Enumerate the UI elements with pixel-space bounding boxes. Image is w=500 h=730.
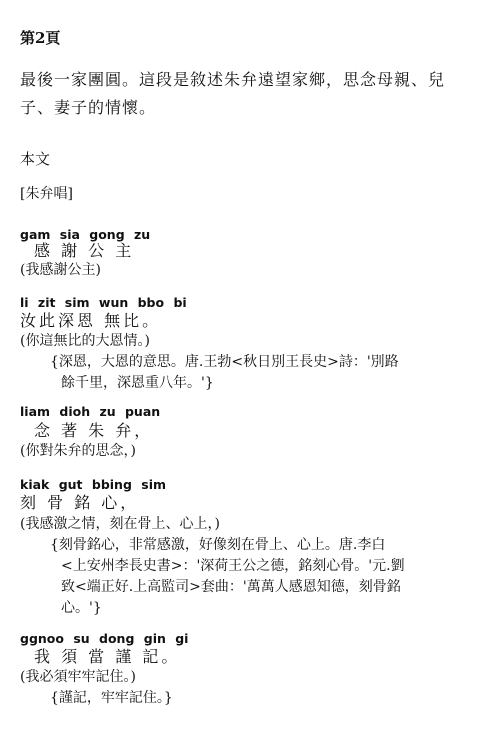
section-title: 本文 [20,150,51,168]
romanization-line: gam sia gong zu [20,227,151,242]
translation-line: (我必須牢牢記住。) [20,669,136,685]
translation-line: (你這無比的大恩情。) [20,333,150,349]
annotation-line: {深恩，大恩的意思。唐.王勃<秋日別王長史>詩：'別路 [50,354,399,370]
romanization-line: li zit sim wun bbo bi [20,295,187,310]
annotation-line: {謹記，牢牢記住。} [50,690,173,706]
singer-tag: [朱弁唱] [20,186,73,202]
intro-line-2: 子、妻子的情懷。 [20,98,157,117]
romanization-line: ggnoo su dong gin gi [20,631,189,646]
annotation-line: <上安州李長史書>：'深荷王公之德，銘刻心骨。'元.劉 [61,558,405,574]
hanzi-line: 刻 骨 銘 心， [20,493,140,512]
hanzi-line: 汝此深恩 無比。 [20,311,162,330]
annotation-line: 致<端正好.上高監司>套曲：'萬萬人感恩知德，刻骨銘 [61,579,401,595]
hanzi-line: 感 謝 公 主 [34,241,135,260]
romanization-line: liam dioh zu puan [20,404,161,419]
annotation-line: 心。'} [61,600,102,616]
hanzi-line: 念 著 朱 弁， [34,421,154,440]
hanzi-line: 我 須 當 謹 記。 [34,647,181,666]
romanization-line: kiak gut bbing sim [20,477,166,492]
translation-line: (我感激之情，刻在骨上、心上，) [20,516,220,532]
translation-line: (我感謝公主) [20,262,101,278]
annotation-line: {刻骨銘心，非常感激，好像刻在骨上、心上。唐.李白 [50,537,386,553]
annotation-line: 餘千里，深恩重八年。'} [61,375,214,391]
translation-line: (你對朱弁的思念，) [20,443,136,459]
page-number: 第2頁 [20,29,61,47]
intro-line-1: 最後一家團圓。這段是敘述朱弁遠望家鄉，思念母親、兒 [20,70,446,89]
